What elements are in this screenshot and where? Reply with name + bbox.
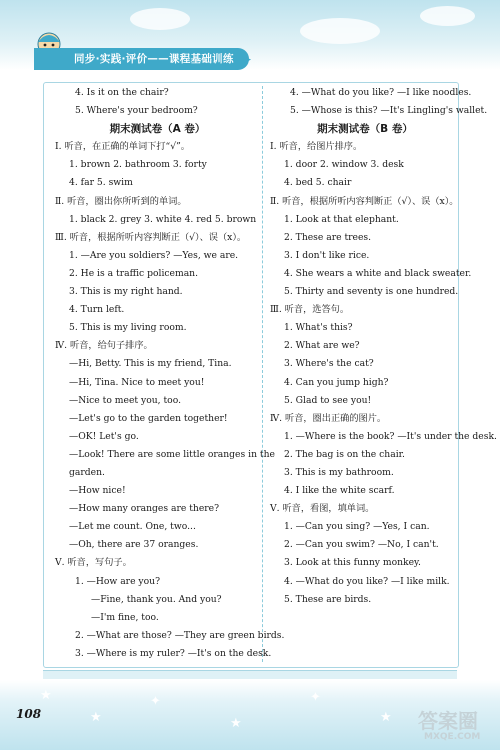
answer-line: 1. door 2. window 3. desk — [284, 159, 404, 171]
page-number: 108 — [16, 707, 42, 721]
answer-line: 5. This is my living room. — [69, 322, 187, 334]
answer-line: —Oh, there are 37 oranges. — [69, 539, 199, 551]
exercise-heading: Ⅲ. 听音，根据所听内容判断正（√）、误（x）。 — [55, 231, 247, 243]
answer-line: —Let me count. One, two... — [69, 521, 196, 533]
answer-line: 1. —Where is the book? —It's under the desk. — [284, 430, 497, 442]
answer-line: —Hi, Tina. Nice to meet you! — [69, 376, 205, 388]
answer-line: 4. far 5. swim — [69, 177, 133, 189]
watermark-logo: 答案圈 — [418, 709, 478, 733]
answer-line: 5. These are birds. — [284, 593, 372, 605]
exercise-heading: Ⅳ. 听音，圈出正确的图片。 — [270, 412, 387, 424]
arrow-decoration-icon: ➤ — [240, 52, 252, 68]
answer-line: 5. Where's your bedroom? — [75, 105, 198, 117]
answer-line: 1. brown 2. bathroom 3. forty — [69, 159, 207, 171]
answer-line: 5. —Whose is this? —It's Lingling's wallet. — [290, 105, 488, 117]
answer-line: 5. Glad to see you! — [284, 394, 372, 406]
answer-line: 4. bed 5. chair — [284, 177, 352, 189]
answer-line: 3. Look at this funny monkey. — [284, 557, 421, 569]
header-title: 同步·实践·评价——课程基础训练 — [74, 53, 234, 65]
exercise-heading: Ⅴ. 听音，看图，填单词。 — [270, 503, 375, 515]
answer-line: —How many oranges are there? — [69, 503, 220, 515]
answer-line: 4. —What do you like? —I like noodles. — [290, 87, 472, 98]
answer-line: 1. —Can you sing? —Yes, I can. — [284, 521, 430, 533]
answer-line: —Let's go to the garden together! — [69, 412, 228, 424]
watermark-url: MXQE.COM — [424, 732, 481, 742]
exercise-heading: Ⅰ. 听音，在正确的单词下打“√”。 — [55, 141, 190, 153]
answer-line: —How nice! — [69, 485, 126, 497]
answer-line: 5. Thirty and seventy is one hundred. — [284, 286, 459, 298]
exercise-heading: Ⅰ. 听音，给图片排序。 — [270, 141, 363, 153]
star-icon: ★ — [380, 710, 392, 725]
answer-line: 1. Look at that elephant. — [284, 213, 399, 225]
answer-line: 4. She wears a white and black sweater. — [284, 267, 472, 279]
star-icon: ★ — [230, 716, 242, 731]
left-column — [55, 84, 285, 663]
answer-line: —Look! There are some little oranges in the — [69, 448, 275, 460]
cloud-decoration — [130, 8, 190, 30]
answer-line: 2. The bag is on the chair. — [284, 448, 405, 460]
section-title: 期末测试卷（A 卷） — [109, 123, 206, 136]
answer-line: 3. This is my bathroom. — [284, 466, 394, 478]
star-icon: ★ — [90, 710, 102, 725]
cloud-decoration — [300, 18, 380, 44]
answer-line: —Fine, thank you. And you? — [91, 593, 222, 605]
answer-line: 4. Is it on the chair? — [75, 87, 169, 98]
exercise-heading: Ⅱ. 听音，圈出你所听到的单词。 — [55, 195, 187, 207]
answer-line: 2. He is a traffic policeman. — [69, 267, 199, 279]
answer-line: 3. This is my right hand. — [69, 286, 183, 298]
star-icon: ✦ — [150, 694, 161, 709]
answer-line: 3. —Where is my ruler? —It's on the desk. — [75, 647, 272, 659]
exercise-heading: Ⅱ. 听音，根据所听内容判断正（√）、误（x）。 — [270, 195, 459, 207]
answer-line: 4. —What do you like? —I like milk. — [284, 575, 450, 587]
exercise-heading: Ⅳ. 听音，给句子排序。 — [55, 340, 153, 352]
answer-line: 2. —What are those? —They are green birds. — [75, 629, 285, 641]
answer-line: 2. —Can you swim? —No, I can't. — [284, 539, 439, 551]
cloud-decoration — [420, 6, 475, 26]
exercise-heading: Ⅲ. 听音，选答句。 — [270, 304, 350, 316]
answer-line: 1. black 2. grey 3. white 4. red 5. brown — [69, 213, 257, 225]
answer-line: 4. Turn left. — [69, 304, 125, 316]
right-column — [270, 84, 497, 609]
answer-line: —Nice to meet you, too. — [69, 394, 182, 406]
answer-line: 3. Where's the cat? — [284, 358, 374, 370]
footer-bar — [43, 670, 457, 679]
answer-line: 2. What are we? — [284, 340, 360, 352]
answer-line: —OK! Let's go. — [69, 430, 139, 442]
section-title: 期末测试卷（B 卷） — [317, 123, 413, 136]
answer-line: 2. These are trees. — [284, 231, 372, 243]
answer-line: 1. What's this? — [284, 322, 353, 334]
star-icon: ★ — [40, 688, 52, 703]
column-divider — [262, 86, 263, 662]
star-icon: ✦ — [310, 690, 321, 705]
answer-line: 1. —Are you soldiers? —Yes, we are. — [69, 249, 239, 261]
answer-line: —Hi, Betty. This is my friend, Tina. — [69, 358, 232, 370]
answer-line: 3. I don't like rice. — [284, 249, 370, 261]
answer-line: 1. —How are you? — [75, 575, 160, 587]
exercise-heading: Ⅴ. 听音，写句子。 — [55, 557, 132, 569]
answer-line: 4. Can you jump high? — [284, 376, 389, 388]
answer-line: garden. — [69, 466, 105, 478]
answer-line: —I'm fine, too. — [91, 611, 159, 623]
answer-line: 4. I like the white scarf. — [284, 485, 395, 497]
